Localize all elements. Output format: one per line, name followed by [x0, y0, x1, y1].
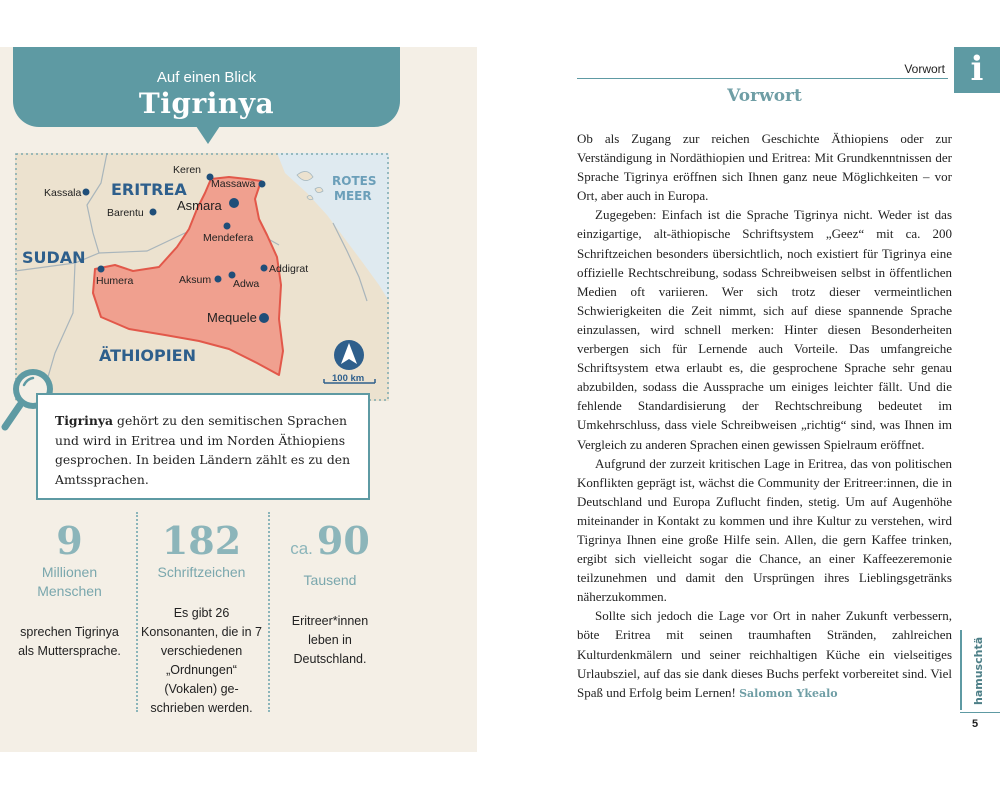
region-label-ethiopia: ÄTHIOPIEN: [99, 346, 196, 365]
city-dot-mequele: [259, 313, 269, 323]
city-dot-humera: [98, 266, 105, 273]
stat-unit: Millionen: [41, 564, 98, 580]
map-island: [315, 187, 323, 192]
paragraph: Zugegeben: Einfach ist die Sprache Tigrinya nicht. Weder ist das einzigartige, alt-äthiopische Schriftsystem „Geez“ mit ca. 200 Schriftzeichen besonders übersichtlich, noch existiert für Tigrinya eine offizielle Rechtschreibung, sodass Schreibweisen selbst in öffentlichen Medien oft variieren. Wer sich trotz dieser vermeintlichen Schwierigkeiten die Zeit nimmt, sich auf diese spannende Sprache einzulassen, wird schnell merken: Hinter diesen Besonderheiten verbergen sich für Lernende auch Vorteile. Das umfangreiche Schriftsystem etwa erlaubt es, die gesprochene Sprache sehr genau abzubilden, sodass die Aussprache um einiges leichter fällt. Und die fehlende Standardisierung der Rechtschreibung bedeutet im Umkehrschluss, dass viele Schreibweisen „richtig“ sind, was Ihnen im Vergleich zu anderen Sprachen einen gewissen Spielraum eröffnet.: [577, 207, 952, 452]
stat-number: 9: [56, 518, 83, 563]
side-tab: [960, 630, 1000, 710]
stat-unit: Tausend: [303, 572, 357, 588]
city-dot-aksum: [215, 276, 222, 283]
city-label-kassala: Kassala: [44, 187, 82, 199]
stat-divider: [136, 512, 138, 712]
region-label-sudan: SUDAN: [22, 248, 86, 267]
region-label-red-sea-1: ROTES: [332, 174, 377, 188]
stat-characters: [139, 519, 264, 718]
city-dot-asmara: [229, 198, 239, 208]
scale-label: 100 km: [332, 373, 365, 384]
stat-description: Eritreer*innen leben in Deutschland.: [291, 614, 369, 666]
stat-divider: [268, 512, 270, 712]
left-page: [0, 47, 477, 752]
region-label-eritrea: ERITREA: [111, 180, 187, 199]
city-label-mendefera: Mendefera: [203, 232, 254, 244]
city-label-barentu: Barentu: [107, 207, 144, 219]
side-tab-label: hamuschtä: [972, 636, 985, 705]
page-number: 5: [971, 718, 979, 730]
banner-title: Tigrinya: [138, 87, 275, 120]
stat-number-value: 90: [316, 518, 370, 563]
stat-unit: Schriftzeichen: [157, 564, 246, 580]
info-tab-icon: i: [954, 47, 1000, 93]
city-label-asmara: Asmara: [177, 198, 222, 213]
info-box-text: gehört zu den semitischen Sprachen und wird in Eritrea und im Norden Äthiopiens gesprochen. In beiden Ländern zählt es zu den Amtssprachen.: [55, 413, 351, 487]
city-label-adwa: Adwa: [233, 278, 260, 290]
city-dot-kassala: [83, 189, 90, 196]
city-dot-addigrat: [261, 265, 268, 272]
city-label-massawa: Massawa: [211, 178, 256, 190]
city-dot-mendefera: [224, 223, 231, 230]
city-label-addigrat: Addigrat: [269, 263, 309, 275]
author-signature: Salomon Ykealo: [739, 686, 838, 700]
stat-diaspora: [275, 519, 385, 669]
info-box: [36, 393, 370, 500]
stat-number: [275, 519, 385, 571]
city-label-humera: Humera: [96, 275, 134, 287]
paragraph-text: Sollte sich jedoch die Lage vor Ort in naher Zukunft verbessern, böte Eritrea mit seinen traumhaften Stränden, zahlreichen Kulturdenkmälern und seiner reichhaltigen Küche ein vielseitiges Urlaubsziel, auf das sie dank dieses Buchs perfekt vorbereitet sind. Viel Spaß und Erfolg beim Lernen!: [577, 608, 952, 700]
stat-description: sprechen Tigrinya als Muttersprache.: [18, 625, 121, 658]
title-banner: [13, 47, 400, 127]
paragraph: Aufgrund der zurzeit kritischen Lage in Eritrea, das von politischen Konflikten geprägt ist, wächst die Community der Eritreer:innen, die in Deutschland und Europa Zuflucht finden, stetig. Um auf Augenhöhe miteinander in Kontakt zu kommen und ihre Kultur zu verstehen, wird Tigrinya Ihnen eine große Hilfe sein. Allen, die gern Kaffee trinken, ergibt sich vielleicht sogar die Chance, an einer Kaffeezeremonie teilzunehmen und damit den Ursprüngen ihres Lieblingsgetränks näherzukommen.: [577, 455, 952, 605]
city-label-aksum: Aksum: [179, 274, 212, 286]
banner-pointer: [196, 126, 220, 144]
city-label-mequele: Mequele: [207, 310, 257, 325]
stat-description: Es gibt 26 Konsonanten, die in 7 verschiedenen „Ordnungen“ (Vokalen) ge-schrieben werden.: [141, 606, 262, 715]
banner-subtitle: Auf einen Blick: [156, 69, 257, 86]
running-head: Vorwort: [904, 62, 945, 76]
region-label-red-sea-2: MEER: [334, 189, 372, 203]
paragraph: Ob als Zugang zur reichen Geschichte Äthiopiens oder zur Verständigung in Nordäthiopien und Eritrea: Mit Grundkenntnissen der Sprache Tigrinya eröffnen sich Ihnen ganz neue Möglichkeiten – vor Ort, aber auch in Europa.: [577, 131, 952, 204]
section-title: Vorwort: [727, 86, 802, 106]
info-box-term: Tigrinya: [55, 413, 114, 428]
body-text: [577, 129, 952, 703]
stat-speakers: [12, 519, 127, 661]
paragraph: [577, 606, 952, 702]
stat-prefix: ca.: [290, 539, 313, 558]
side-tab-bar: [960, 630, 962, 710]
city-label-keren: Keren: [173, 164, 202, 176]
stat-unit: Menschen: [37, 583, 102, 599]
stat-number: 182: [161, 518, 242, 563]
city-dot-massawa: [259, 181, 266, 188]
map: [15, 153, 389, 401]
city-dot-barentu: [150, 209, 157, 216]
page-number-rule: [960, 712, 1000, 713]
header-rule: [577, 78, 948, 79]
